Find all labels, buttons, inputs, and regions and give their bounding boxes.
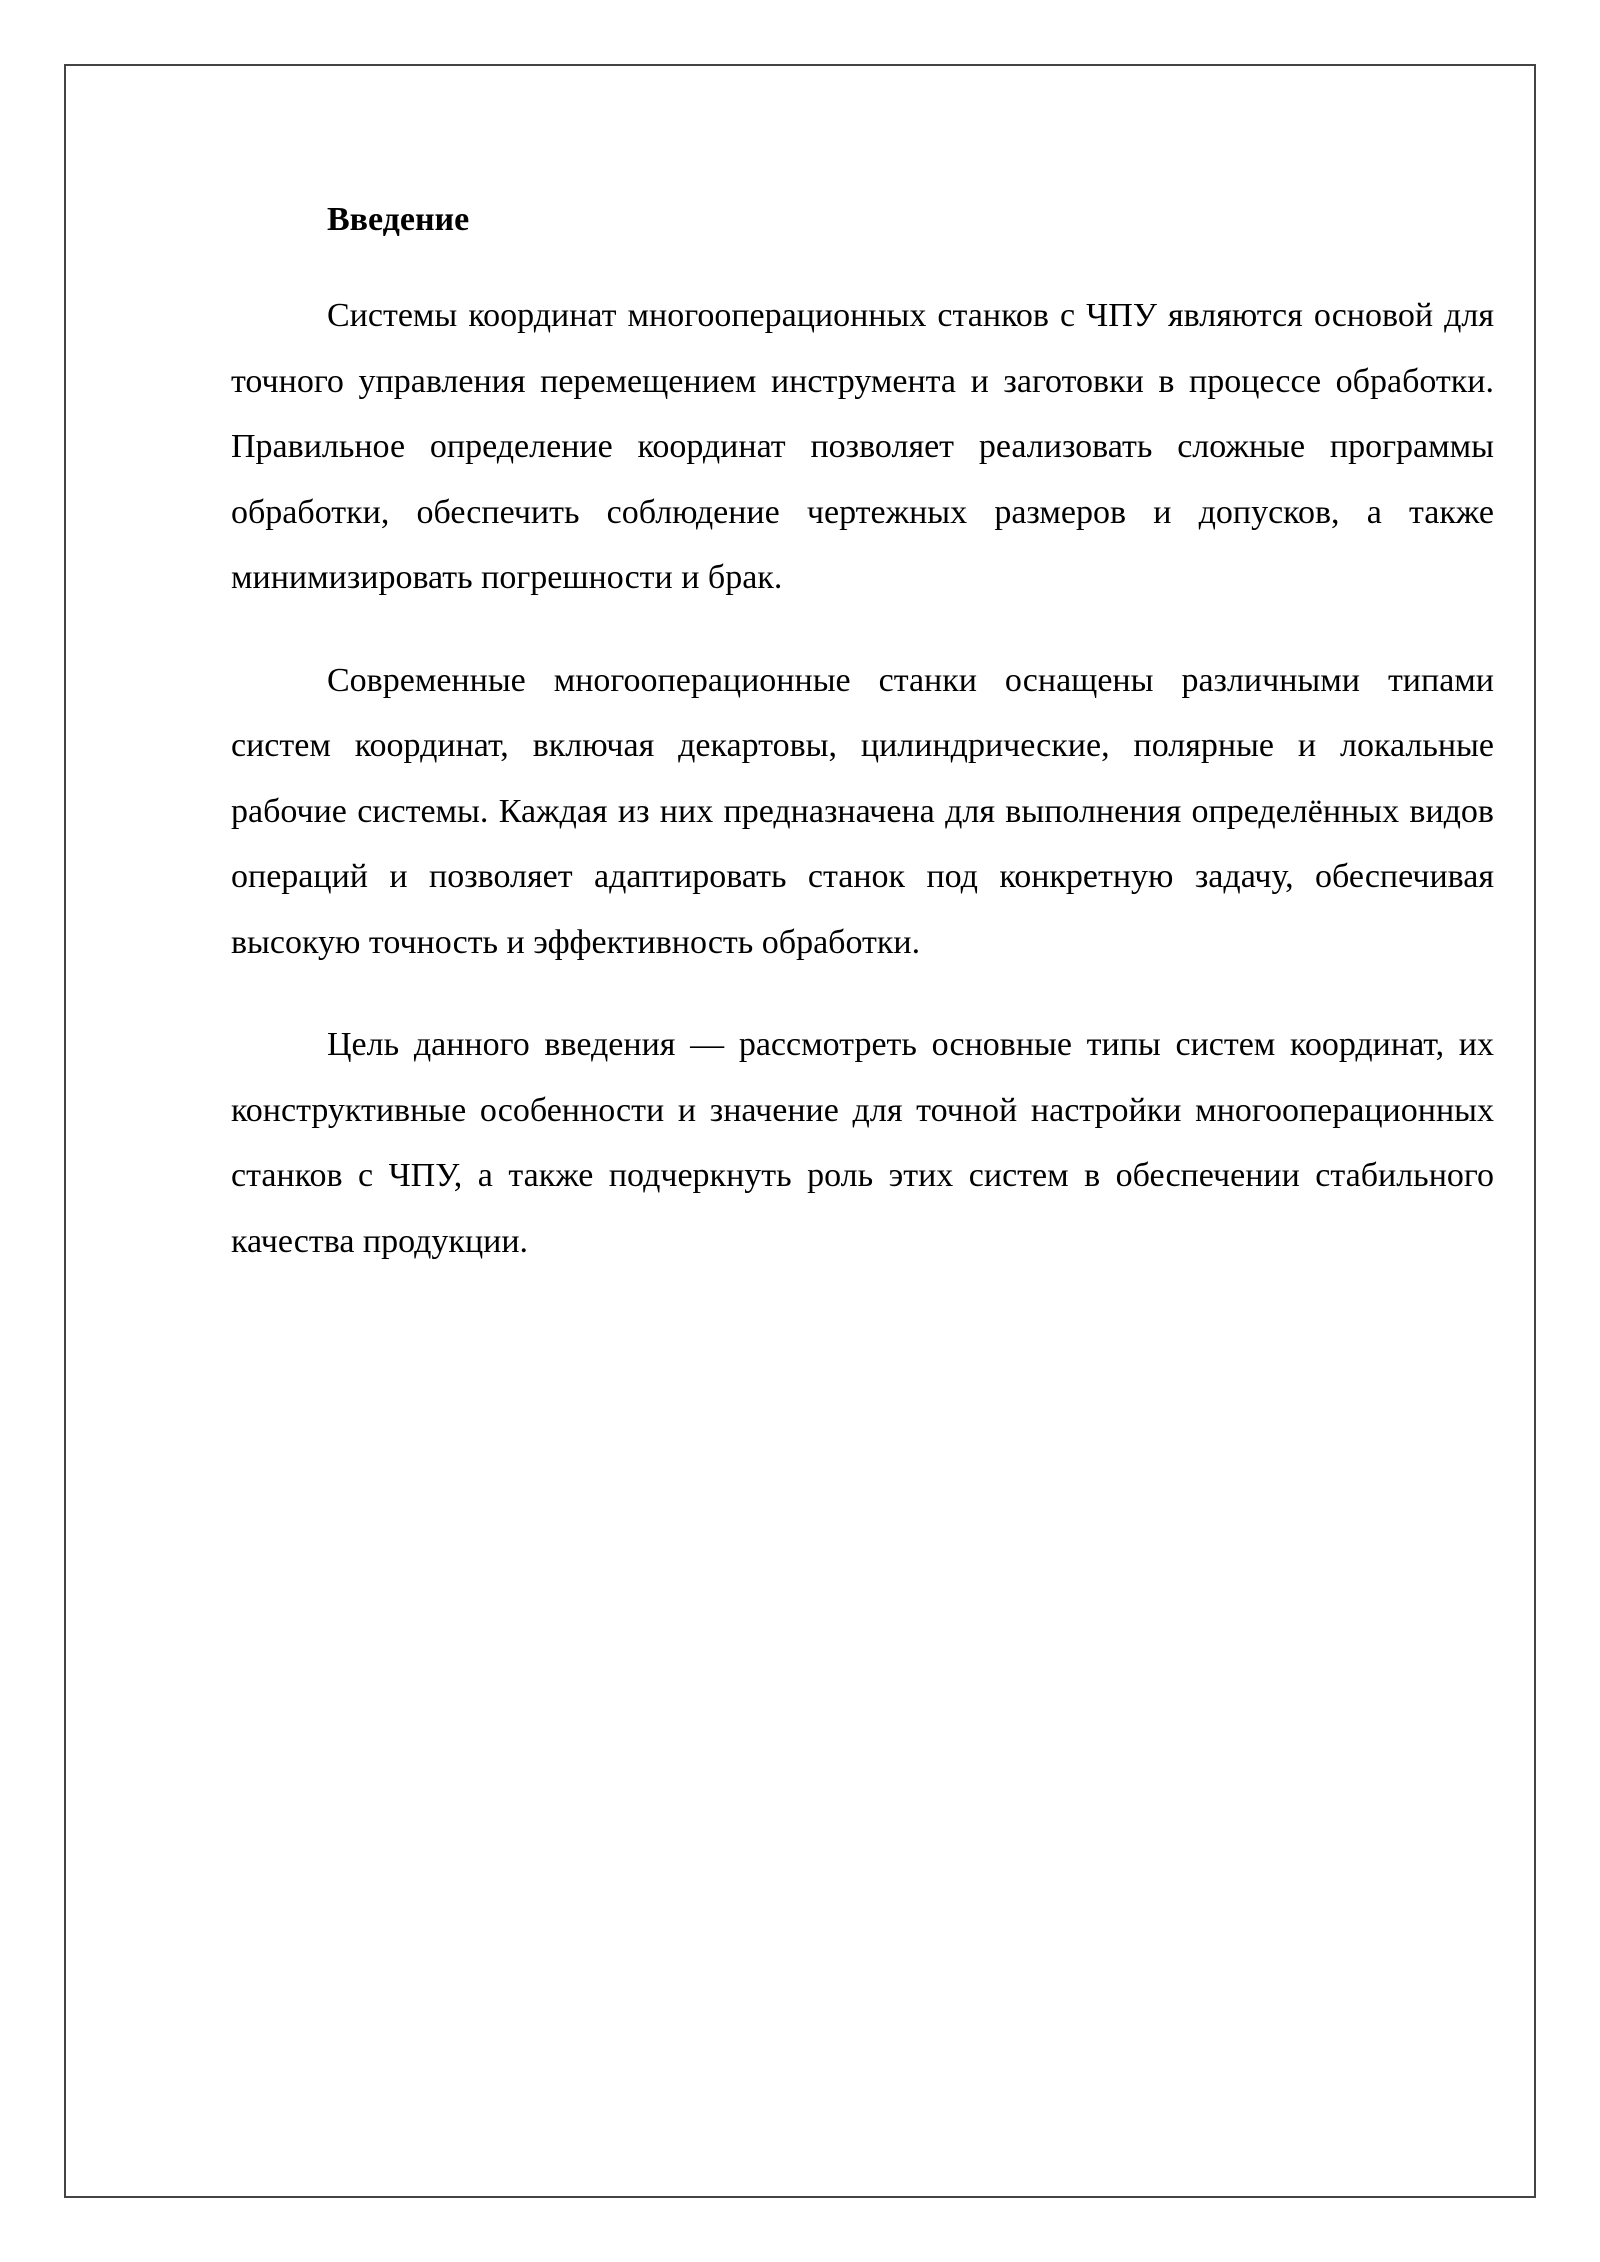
page-content — [231, 196, 1494, 1311]
section-heading: Введение — [327, 201, 470, 238]
paragraph-2: Современные многооперационные станки оснащены различными типами систем координат, включая декартовы, цилиндрические, полярные и локальные рабочие системы. Каждая из них предназначена для выполнения определённых видов операций и позволяет адаптировать станок под конкретную задачу, обеспечивая высокую точность и эффективность обработки. — [231, 661, 1494, 961]
paragraph-3: Цель данного введения — рассмотреть основные типы систем координат, их конструктивные особенности и значение для точной настройки многооперационных станков с ЧПУ, а также подчеркнуть роль этих систем в обеспечении стабильного качества продукции. — [231, 1026, 1494, 1260]
paragraph-1: Системы координат многооперационных станков с ЧПУ являются основой для точного управления перемещением инструмента и заготовки в процессе обработки. Правильное определение координат позволяет реализовать сложные программы обработки, обеспечить соблюдение чертежных размеров и допусков, а также минимизировать погрешности и брак. — [231, 297, 1494, 596]
page-frame — [64, 64, 1536, 2198]
